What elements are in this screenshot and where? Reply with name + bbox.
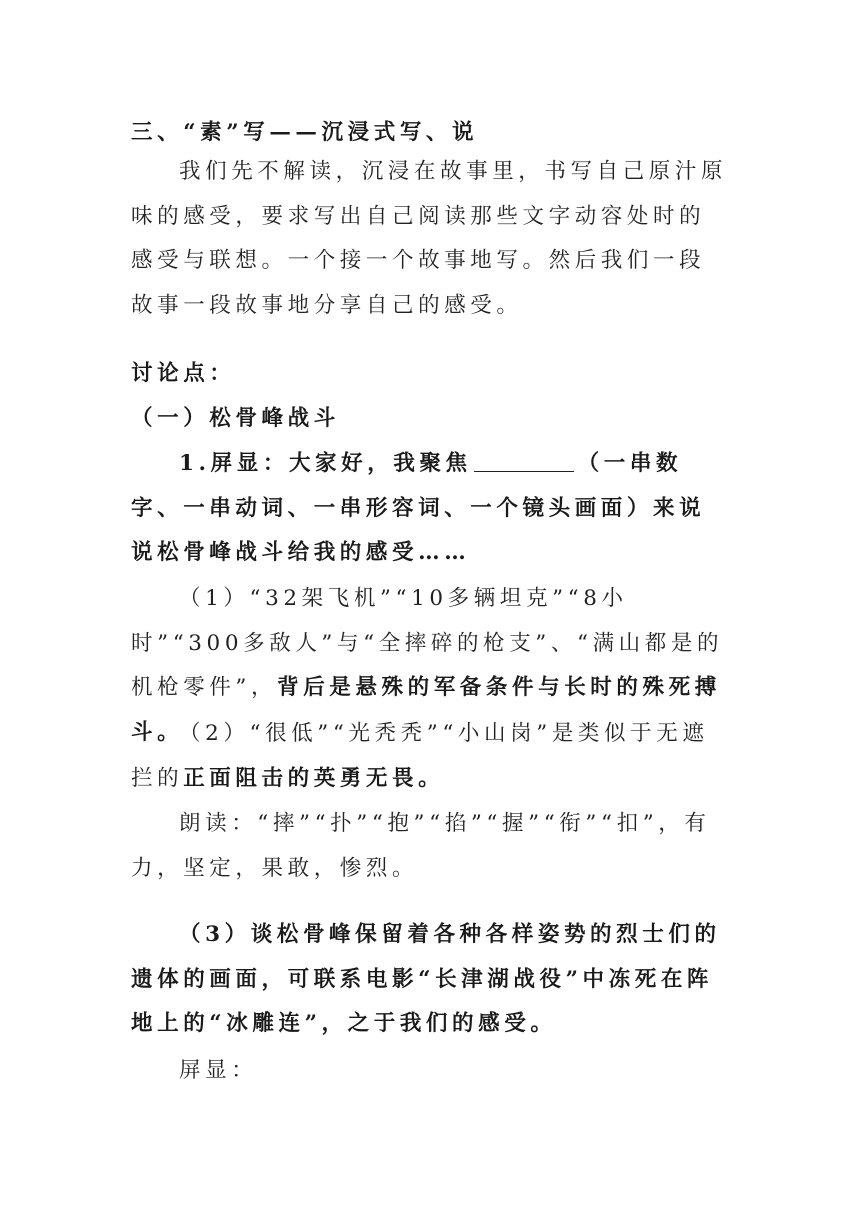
analysis-point-2 bbox=[131, 712, 729, 801]
point-1-text: （1）“32架飞机”“10多辆坦克”“8小时”“300多敌人”与“全摔碎的枪支”、“满山都是的机枪零件”， bbox=[131, 586, 724, 701]
analysis-point-3: （3）谈松骨峰保留着各种各样姿势的烈士们的遗体的画面，可联系电影“长津湖战役”中冻死在阵地上的“冰雕连”，之于我们的感受。 bbox=[131, 922, 721, 1037]
fill-in-blank bbox=[474, 449, 574, 472]
intro-paragraph: 我们先不解读，沉浸在故事里，书写自己原汁原味的感受，要求写出自己阅读那些文字动容处时的感受与联想。一个接一个故事地写。然后我们一段故事一段故事地分享自己的感受。 bbox=[131, 159, 728, 319]
prompt-item-1 bbox=[131, 442, 729, 576]
subsection-title: （一）松骨峰战斗 bbox=[131, 406, 340, 431]
screen-label: 屏显： bbox=[179, 1058, 258, 1083]
reading-note: 朗读：“摔”“扑”“抱”“掐”“握”“衔”“扣”，有力，坚定，果敢，惨烈。 bbox=[131, 811, 711, 881]
point-2-text: （2）“很低”“光秃秃”“小山岗”是类似于无遮拦的 bbox=[131, 721, 709, 791]
point-2-conclusion: 正面阻击的英勇无畏。 bbox=[183, 765, 445, 791]
prompt-suffix: （一串数字、一串动词、一串形容词、一个镜头画面）来说说松骨峰战斗给我的感受…… bbox=[131, 451, 706, 566]
point-1-conclusion: 背后是悬殊的军备条件与长时的殊死搏斗。 bbox=[131, 675, 721, 746]
prompt-prefix: 1.屏显：大家好，我聚焦 bbox=[179, 451, 472, 476]
section-heading: 三、“素”写——沉浸式写、说 bbox=[131, 120, 479, 145]
discussion-label: 讨论点： bbox=[131, 361, 236, 386]
